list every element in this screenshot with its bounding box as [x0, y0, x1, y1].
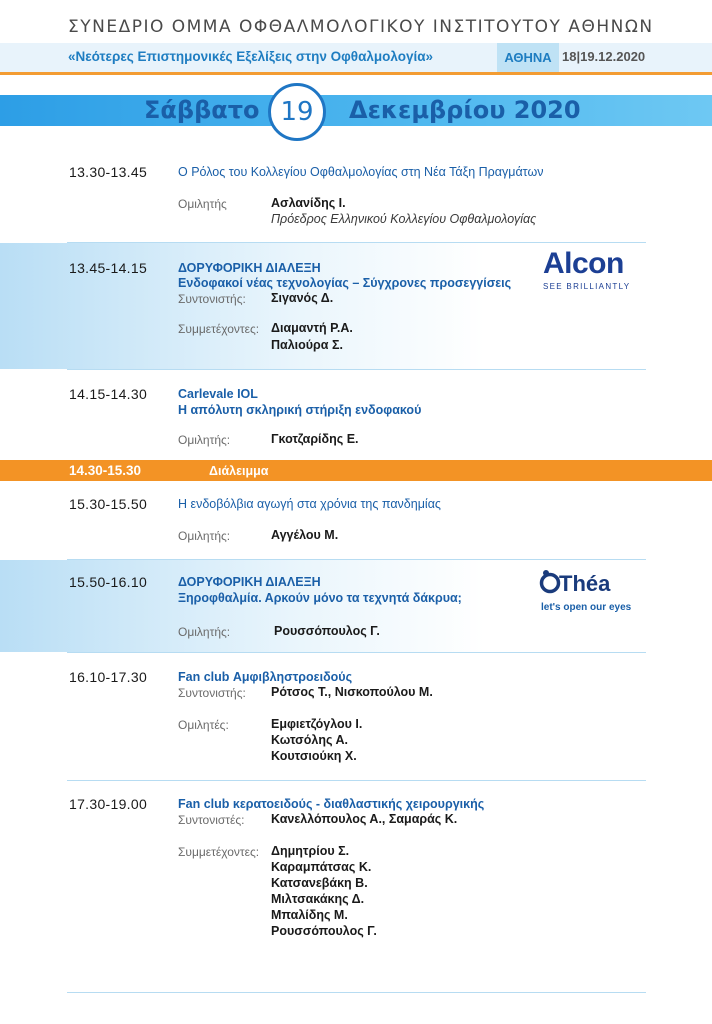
participant-name: Καραμπάτσας Κ.	[271, 860, 372, 874]
speaker-name: Εμφιετζόγλου Ι.	[271, 717, 363, 731]
sponsor-logo-word: Alcon	[543, 247, 624, 280]
break-label: Διάλειμμα	[209, 464, 269, 478]
role-label: Ομιλητής:	[178, 433, 231, 447]
speaker-name: Γκοτζαρίδης Ε.	[271, 432, 359, 446]
conference-title: ΣΥΝΕΔΡΙΟ ΟΜΜΑ ΟΦΘΑΛΜΟΛΟΓΙΚΟΥ ΙΝΣΤΙΤΟΥΤΟΥ ΑΘΗΝΩΝ	[68, 17, 654, 37]
speaker-affiliation: Πρόεδρος Ελληνικού Κολλεγίου Οφθαλμολογίας	[271, 212, 537, 226]
sponsor-tagline: let's open our eyes	[541, 602, 632, 613]
session-title: Carlevale IOL	[178, 387, 258, 401]
role-label: Συμμετέχοντες:	[178, 322, 260, 336]
session-title: Fan club κερατοειδούς - διαθλαστικής χειρουργικής	[178, 797, 485, 811]
speaker-name: Αγγέλου Μ.	[271, 528, 339, 542]
moderator-name: Κανελλόπουλος Α., Σαμαράς Κ.	[271, 812, 458, 826]
alcon-logo	[543, 248, 649, 296]
day-number-badge: 19	[268, 83, 326, 141]
session-subtitle: Η απόλυτη σκληρική στήριξη ενδοφακού	[178, 403, 422, 417]
sponsor-logo-word: Théa	[559, 571, 611, 596]
participant-name: Κατσανεβάκη Β.	[271, 876, 368, 890]
conference-city: ΑΘΗΝΑ	[497, 43, 559, 72]
session-subtitle: Ενδοφακοί νέας τεχνολογίας – Σύγχρονες προσεγγίσεις	[178, 276, 512, 290]
role-label: Συντονιστές:	[178, 813, 245, 827]
role-label: Ομιλητής:	[178, 529, 231, 543]
session-time: 13.45-14.15	[69, 260, 148, 276]
thea-logo	[539, 567, 647, 619]
session-title: ΔΟΡΥΦΟΡΙΚΗ ΔΙΑΛΕΞΗ	[178, 575, 321, 589]
participant-name: Δημητρίου Σ.	[271, 844, 350, 858]
moderator-name: Σιγανός Δ.	[271, 291, 334, 305]
day-month-year: Δεκεμβρίου 2020	[349, 96, 581, 124]
participant-name: Ρουσσόπουλος Γ.	[271, 924, 377, 938]
role-label: Ομιλητές:	[178, 718, 229, 732]
speaker-name: Ρουσσόπουλος Γ.	[274, 624, 380, 638]
session-title: Fan club Αμφιβληστροειδούς	[178, 670, 353, 684]
participant-name: Παλιούρα Σ.	[271, 338, 343, 352]
speaker-name: Κωτσόλης Α.	[271, 733, 348, 747]
day-weekday: Σάββατο	[144, 96, 260, 124]
speaker-name: Ασλανίδης Ι.	[271, 196, 346, 210]
session-time: 13.30-13.45	[69, 164, 148, 180]
role-label: Ομιλητής:	[178, 625, 231, 639]
participant-name: Διαμαντή Ρ.Α.	[271, 321, 353, 335]
moderator-name: Ρότσος Τ., Νισκοπούλου Μ.	[271, 685, 433, 699]
session-time: 17.30-19.00	[69, 796, 148, 812]
page-bottom-rule	[67, 992, 646, 993]
session-title: Η ενδοβόλβια αγωγή στα χρόνια της πανδημίας	[178, 497, 441, 511]
participant-name: Μπαλίδης Μ.	[271, 908, 348, 922]
role-label: Συντονιστής:	[178, 292, 246, 306]
role-label: Συντονιστής:	[178, 686, 246, 700]
session-time: 14.15-14.30	[69, 386, 148, 402]
role-label: Συμμετέχοντες:	[178, 845, 260, 859]
session-time: 15.50-16.10	[69, 574, 148, 590]
session-time: 15.30-15.50	[69, 496, 148, 512]
conference-dates: 18|19.12.2020	[562, 49, 646, 64]
session-subtitle: Ξηροφθαλμία. Αρκούν μόνο τα τεχνητά δάκρυα;	[178, 591, 462, 605]
session-separator	[67, 780, 646, 781]
break-time: 14.30-15.30	[69, 463, 142, 478]
sponsor-tagline: SEE BRILLIANTLY	[543, 282, 631, 291]
header-divider	[0, 72, 712, 75]
participant-name: Μιλτσακάκης Δ.	[271, 892, 365, 906]
conference-subtitle: «Νεότερες Επιστημονικές Εξελίξεις στην Οφθαλμολογία»	[68, 49, 434, 64]
session-separator	[67, 369, 646, 370]
speaker-name: Κουτσιούκη Χ.	[271, 749, 357, 763]
role-label: Ομιλητής	[178, 197, 227, 211]
session-separator	[67, 652, 646, 653]
session-title: ΔΟΡΥΦΟΡΙΚΗ ΔΙΑΛΕΞΗ	[178, 261, 321, 275]
session-time: 16.10-17.30	[69, 669, 148, 685]
session-title: Ο Ρόλος του Κολλεγίου Οφθαλμολογίας στη Νέα Τάξη Πραγμάτων	[178, 165, 544, 179]
